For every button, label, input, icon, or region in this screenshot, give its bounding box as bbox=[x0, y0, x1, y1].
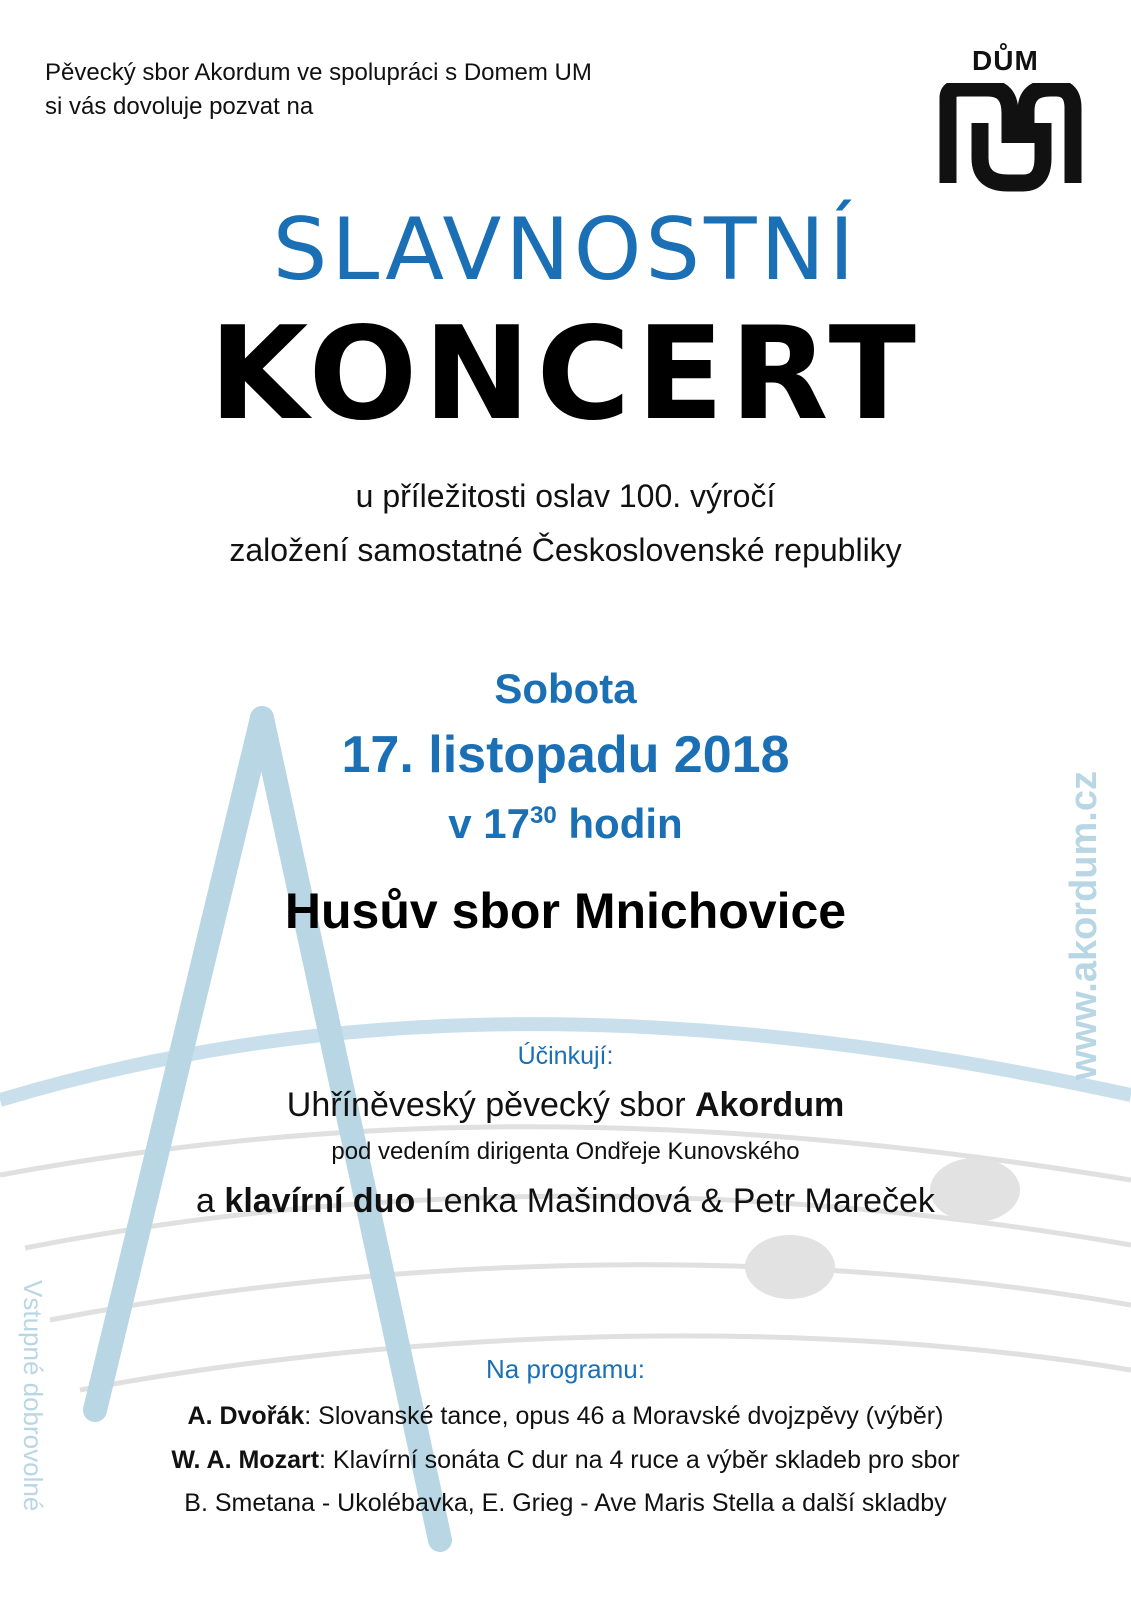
program-composer: A. Dvořák bbox=[187, 1402, 305, 1430]
entry-fee-vertical bbox=[10, 1280, 60, 1560]
program-label: Na programu: bbox=[486, 1354, 645, 1384]
choir-name: Akordum bbox=[694, 1086, 845, 1124]
event-day: Sobota bbox=[494, 665, 637, 712]
choir-line bbox=[0, 1086, 1131, 1125]
event-time-minutes: 30 bbox=[530, 802, 557, 829]
performers-label: Účinkují: bbox=[517, 1042, 614, 1070]
intro-text bbox=[45, 56, 592, 124]
website-text: www.akordum.cz bbox=[1063, 771, 1105, 1080]
choir-prefix: Uhříněveský pěvecký sbor bbox=[286, 1086, 695, 1124]
intro-line-1: Pěvecký sbor Akordum ve spolupráci s Domem UM bbox=[45, 59, 592, 86]
note-head-icon bbox=[745, 1235, 835, 1299]
program-item bbox=[0, 1446, 1131, 1475]
occasion-line-1: u příležitosti oslav 100. výročí bbox=[355, 478, 776, 514]
logo-text: DŮM bbox=[972, 45, 1039, 76]
website-vertical bbox=[1052, 760, 1112, 1090]
entry-fee-text: Vstupné dobrovolné bbox=[18, 1280, 48, 1512]
conductor-line: pod vedením dirigenta Ondřeje Kunovského bbox=[331, 1138, 800, 1165]
program-work: : Slovanské tance, opus 46 a Moravské dvojzpěvy (výběr) bbox=[304, 1402, 944, 1430]
intro-line-2: si vás dovoluje pozvat na bbox=[45, 93, 314, 120]
event-venue: Husův sbor Mnichovice bbox=[284, 883, 847, 939]
duo-names: Lenka Mašindová & Petr Mareček bbox=[415, 1182, 935, 1220]
event-date: 17. listopadu 2018 bbox=[341, 726, 790, 784]
event-time-suffix: hodin bbox=[556, 800, 683, 847]
program-composer: W. A. Mozart bbox=[171, 1446, 320, 1474]
occasion-line-2: založení samostatné Československé republiky bbox=[229, 532, 902, 568]
program-item bbox=[0, 1489, 1131, 1518]
duo-label: klavírní duo bbox=[224, 1182, 416, 1220]
event-time-prefix: v 17 bbox=[448, 800, 531, 847]
dum-um-logo-icon bbox=[938, 83, 1088, 193]
event-time bbox=[0, 800, 1131, 848]
duo-line bbox=[0, 1182, 1131, 1221]
program-work: : Klavírní sonáta C dur na 4 ruce a výběr skladeb pro sbor bbox=[319, 1446, 960, 1474]
program-item bbox=[0, 1402, 1131, 1431]
program-work: B. Smetana - Ukolébavka, E. Grieg - Ave Maris Stella a další skladby bbox=[184, 1489, 947, 1517]
dum-um-logo bbox=[950, 45, 1110, 195]
title-koncert: KONCERT bbox=[209, 300, 922, 449]
duo-prefix: a bbox=[196, 1182, 225, 1220]
title-slavnostni: SLAVNOSTNÍ bbox=[272, 200, 859, 300]
